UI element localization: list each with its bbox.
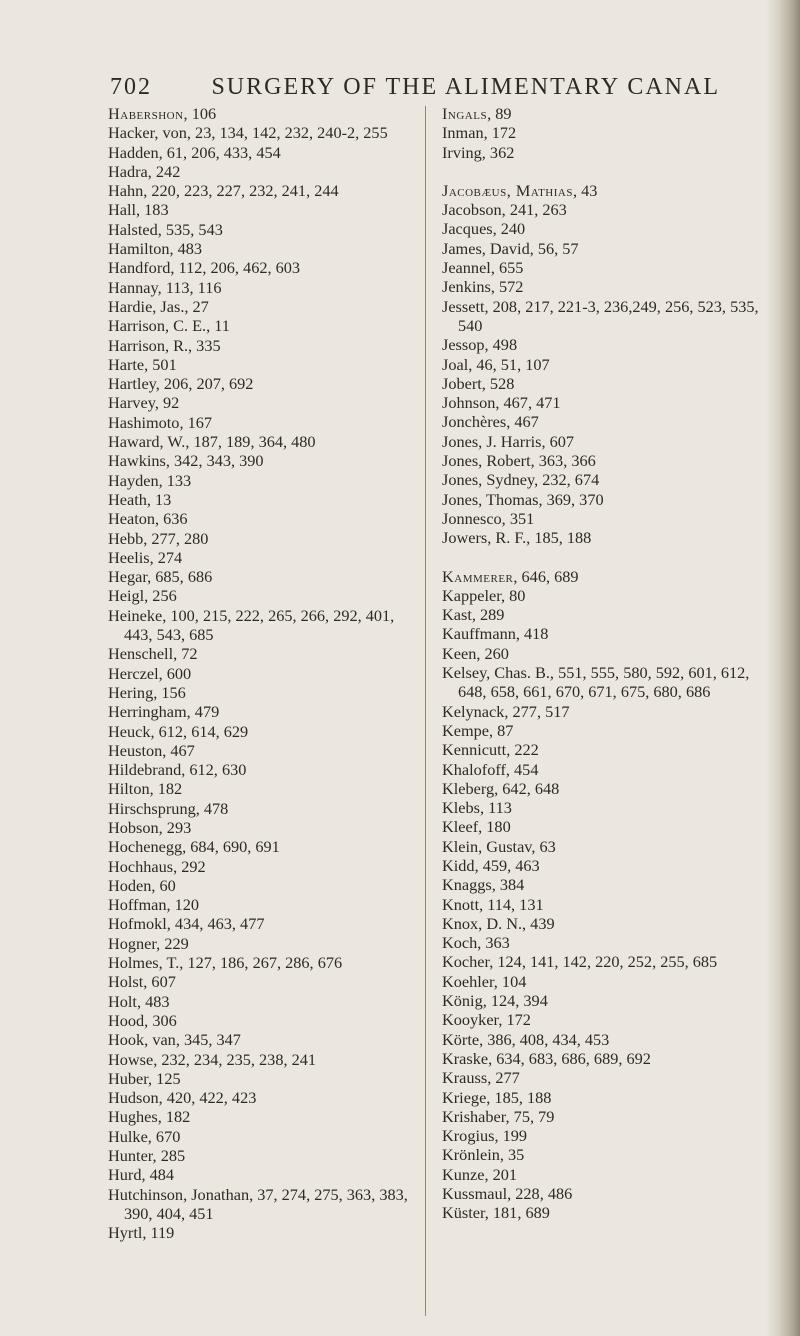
index-entry: Hughes, 182	[108, 1107, 191, 1127]
index-entry: Jenkins, 572	[442, 277, 524, 297]
index-entry: Hawkins, 342, 343, 390	[108, 451, 264, 471]
index-entry: Jeannel, 655	[442, 258, 524, 278]
index-entry: Knaggs, 384	[442, 875, 525, 895]
index-entry: Hobson, 293	[108, 817, 192, 837]
index-entry	[108, 104, 408, 123]
index-entry: Heineke, 100, 215, 222, 265, 266, 292, 401, 443, 543, 685	[108, 605, 395, 645]
column-divider	[425, 106, 426, 1316]
index-entry: Keen, 260	[442, 643, 509, 663]
running-title: SURGERY OF THE ALIMENTARY CANAL	[211, 74, 720, 100]
index-column-left	[108, 104, 408, 1243]
index-entry: Howse, 232, 234, 235, 238, 241	[108, 1049, 317, 1069]
index-entry: Kooyker, 172	[442, 1010, 531, 1030]
index-entry: Hirschsprung, 478	[108, 798, 229, 818]
index-entry: Krönlein, 35	[442, 1145, 525, 1165]
index-entry	[442, 181, 767, 200]
index-entry: Heigl, 256	[108, 586, 177, 606]
index-entry: Kocher, 124, 141, 142, 220, 252, 255, 685	[442, 952, 718, 972]
index-entry: Krishaber, 75, 79	[442, 1106, 555, 1126]
index-entry: Heuston, 467	[108, 740, 195, 760]
index-entry: Kelsey, Chas. B., 551, 555, 580, 592, 601, 612, 648, 658, 661, 670, 671, 675, 680, 686	[442, 663, 750, 702]
index-entry: Hartley, 206, 207, 692	[108, 374, 254, 394]
index-entry: Halsted, 535, 543	[108, 219, 223, 239]
index-entry: Hood, 306	[108, 1010, 177, 1030]
index-entry: Heelis, 274	[108, 547, 183, 567]
index-entry: Kriege, 185, 188	[442, 1087, 552, 1107]
index-entry: Jones, Robert, 363, 366	[442, 451, 596, 471]
index-entry: Krauss, 277	[442, 1068, 520, 1088]
index-entry: Kennicutt, 222	[442, 740, 539, 760]
index-entry: Hofmokl, 434, 463, 477	[108, 914, 265, 934]
index-entry-lead: Habershon	[108, 104, 184, 123]
index-entry-pages: , 106	[183, 104, 217, 123]
index-entry: Hegar, 685, 686	[108, 567, 213, 587]
index-entry: Klein, Gustav, 63	[442, 836, 556, 856]
index-entry-lead: Ingals	[442, 104, 488, 123]
index-entry: Klebs, 113	[442, 798, 512, 818]
index-entry: Holmes, T., 127, 186, 267, 286, 676	[108, 953, 343, 973]
index-entry: Hilton, 182	[108, 779, 183, 799]
index-entry: König, 124, 394	[442, 991, 548, 1011]
index-entry: Harvey, 92	[108, 393, 180, 413]
index-entry: Jobert, 528	[442, 373, 515, 393]
index-entry: Hogner, 229	[108, 933, 189, 953]
index-entry: Knox, D. N., 439	[442, 913, 555, 933]
index-entry: Koehler, 104	[442, 971, 527, 991]
index-entry: Haward, W., 187, 189, 364, 480	[108, 432, 316, 452]
page-number: 702	[110, 74, 152, 100]
letter-section-gap	[442, 548, 767, 567]
index-entry: Holt, 483	[108, 991, 170, 1011]
index-entry: Hulke, 670	[108, 1126, 181, 1146]
index-entry: Jacques, 240	[442, 219, 526, 239]
index-entry: Holst, 607	[108, 972, 176, 992]
index-entry: James, David, 56, 57	[442, 238, 579, 258]
index-entry: Hardie, Jas., 27	[108, 296, 209, 316]
index-entry: Handford, 112, 206, 462, 603	[108, 258, 301, 278]
index-entry: Hunter, 285	[108, 1146, 186, 1166]
index-entry: Kunze, 201	[442, 1164, 518, 1184]
index-entry: Irving, 362	[442, 142, 515, 162]
index-entry: Kleberg, 642, 648	[442, 778, 560, 798]
index-entry: Heuck, 612, 614, 629	[108, 721, 249, 741]
index-entry: Johnson, 467, 471	[442, 393, 561, 413]
index-entry: Jonnesco, 351	[442, 508, 535, 528]
index-entry: Jones, Sydney, 232, 674	[442, 470, 600, 490]
index-entry: Harrison, R., 335	[108, 335, 221, 355]
index-entry: Joal, 46, 51, 107	[442, 354, 550, 374]
index-entry-lead: Kammerer	[442, 566, 514, 586]
index-entry: Harrison, C. E., 11	[108, 316, 230, 336]
index-entry: Kraske, 634, 683, 686, 689, 692	[442, 1048, 651, 1068]
index-entry: Khalofoff, 454	[442, 759, 539, 779]
index-entry: Hoden, 60	[108, 875, 176, 895]
index-entry: Koch, 363	[442, 933, 510, 953]
index-entry: Hook, van, 345, 347	[108, 1030, 241, 1050]
index-entry: Kappeler, 80	[442, 585, 526, 605]
index-entry: Knott, 114, 131	[442, 894, 544, 914]
index-entry-pages: , 43	[572, 180, 598, 200]
index-entry: Kleef, 180	[442, 817, 511, 837]
index-entry: Jessett, 208, 217, 221-3, 236,249, 256, 523, 535, 540	[442, 296, 759, 335]
index-entry-pages: , 646, 689	[513, 566, 579, 586]
index-entry: Jacobson, 241, 263	[442, 200, 567, 220]
index-entry: Kidd, 459, 463	[442, 855, 540, 875]
letter-section-gap	[442, 162, 767, 181]
index-entry: Inman, 172	[442, 123, 517, 143]
index-entry: Henschell, 72	[108, 644, 198, 664]
page-header	[110, 74, 720, 101]
index-entry	[442, 104, 767, 123]
index-entry: Hadra, 242	[108, 161, 181, 181]
index-entry: Hacker, von, 23, 134, 142, 232, 240-2, 255	[108, 123, 388, 143]
index-entry: Jones, Thomas, 369, 370	[442, 489, 604, 509]
index-entry: Hayden, 133	[108, 470, 192, 490]
index-entry: Hahn, 220, 223, 227, 232, 241, 244	[108, 181, 339, 201]
index-entry: Hebb, 277, 280	[108, 528, 209, 548]
index-entry: Körte, 386, 408, 434, 453	[442, 1029, 610, 1049]
index-entry: Hutchinson, Jonathan, 37, 274, 275, 363, 383, 390, 404, 451	[108, 1184, 408, 1223]
index-entry: Harte, 501	[108, 354, 177, 374]
index-entry: Hochenegg, 684, 690, 691	[108, 837, 280, 857]
index-entry: Hurd, 484	[108, 1165, 175, 1185]
index-entry: Hudson, 420, 422, 423	[108, 1088, 257, 1108]
index-entry: Hamilton, 483	[108, 239, 203, 259]
index-entry-lead: Jacobæus, Mathias	[442, 180, 573, 200]
page-edge-shadow	[766, 0, 800, 1336]
index-entry: Hildebrand, 612, 630	[108, 760, 247, 780]
index-entry: Hashimoto, 167	[108, 412, 213, 432]
index-entry: Hering, 156	[108, 682, 186, 702]
index-column-right	[427, 104, 767, 1223]
index-entry: Heath, 13	[108, 489, 172, 509]
index-entry: Jones, J. Harris, 607	[442, 431, 575, 451]
index-entry: Kauffmann, 418	[442, 624, 549, 644]
index-entry: Hyrtl, 119	[108, 1223, 175, 1243]
index-entry: Jonchères, 467	[442, 412, 539, 432]
index-entry: Hall, 183	[108, 200, 169, 220]
index-entry: Kempe, 87	[442, 720, 514, 740]
index-entry-pages: , 89	[487, 104, 512, 123]
index-entry: Herczel, 600	[108, 663, 192, 683]
index-entry: Hannay, 113, 116	[108, 277, 222, 297]
index-entry: Heaton, 636	[108, 509, 188, 529]
index-entry: Herringham, 479	[108, 702, 220, 722]
index-entry: Hochhaus, 292	[108, 856, 206, 876]
index-entry: Jowers, R. F., 185, 188	[442, 528, 592, 548]
index-entry: Kast, 289	[442, 605, 505, 625]
index-entry: Kussmaul, 228, 486	[442, 1184, 573, 1204]
index-entry: Krogius, 199	[442, 1126, 528, 1146]
index-entry: Hadden, 61, 206, 433, 454	[108, 142, 281, 162]
index-entry: Küster, 181, 689	[442, 1203, 550, 1223]
index-entry	[442, 567, 767, 586]
index-entry: Kelynack, 277, 517	[442, 701, 570, 721]
index-entry: Huber, 125	[108, 1068, 181, 1088]
index-entry: Jessop, 498	[442, 335, 518, 355]
index-entry: Hoffman, 120	[108, 895, 200, 915]
